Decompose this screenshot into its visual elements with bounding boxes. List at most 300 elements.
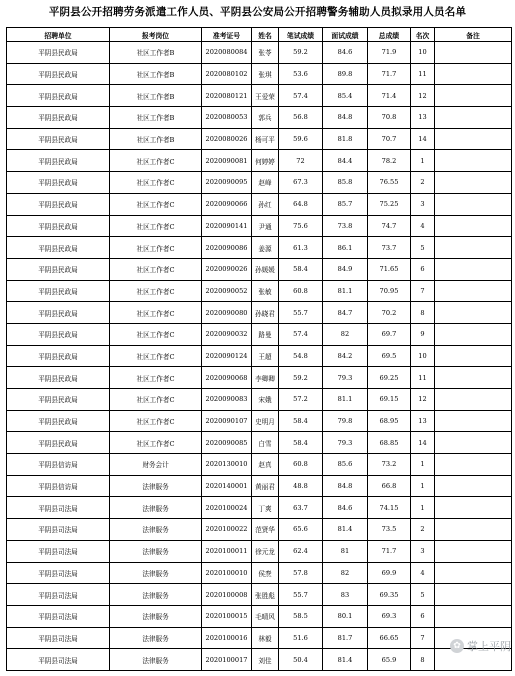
cell-rank: 7 bbox=[411, 627, 435, 649]
cell-rank: 4 bbox=[411, 562, 435, 584]
cell-exam-id: 2020100016 bbox=[202, 627, 252, 649]
cell-remarks bbox=[435, 193, 512, 215]
cell-interview-score: 84.7 bbox=[323, 302, 368, 324]
cell-unit: 平阴县司法局 bbox=[7, 540, 110, 562]
cell-interview-score: 81.4 bbox=[323, 649, 368, 671]
cell-name: 孙晓君 bbox=[252, 302, 279, 324]
cell-written-score: 57.2 bbox=[279, 389, 323, 411]
cell-exam-id: 2020090080 bbox=[202, 302, 252, 324]
cell-interview-score: 86.1 bbox=[323, 237, 368, 259]
cell-remarks bbox=[435, 107, 512, 129]
cell-position: 社区工作者C bbox=[110, 215, 202, 237]
cell-interview-score: 81.7 bbox=[323, 627, 368, 649]
cell-rank: 7 bbox=[411, 280, 435, 302]
cell-total-score: 75.25 bbox=[368, 193, 411, 215]
cell-rank: 12 bbox=[411, 389, 435, 411]
cell-total-score: 71.4 bbox=[368, 85, 411, 107]
cell-exam-id: 2020130010 bbox=[202, 454, 252, 476]
cell-exam-id: 2020090141 bbox=[202, 215, 252, 237]
cell-rank: 6 bbox=[411, 258, 435, 280]
cell-exam-id: 2020100015 bbox=[202, 605, 252, 627]
cell-remarks bbox=[435, 367, 512, 389]
cell-rank: 4 bbox=[411, 215, 435, 237]
cell-interview-score: 81.4 bbox=[323, 519, 368, 541]
cell-remarks bbox=[435, 497, 512, 519]
table-row bbox=[7, 107, 512, 129]
cell-name: 毛晴风 bbox=[252, 605, 279, 627]
cell-unit: 平阴县司法局 bbox=[7, 584, 110, 606]
table-header-row bbox=[7, 28, 512, 42]
cell-name: 尹通 bbox=[252, 215, 279, 237]
cell-unit: 平阴县司法局 bbox=[7, 497, 110, 519]
cell-total-score: 74.7 bbox=[368, 215, 411, 237]
cell-position: 社区工作者C bbox=[110, 367, 202, 389]
cell-remarks bbox=[435, 562, 512, 584]
cell-interview-score: 81.8 bbox=[323, 128, 368, 150]
cell-written-score: 51.6 bbox=[279, 627, 323, 649]
cell-rank: 9 bbox=[411, 323, 435, 345]
cell-total-score: 74.15 bbox=[368, 497, 411, 519]
cell-position: 社区工作者C bbox=[110, 410, 202, 432]
cell-position: 法律服务 bbox=[110, 605, 202, 627]
cell-position: 社区工作者C bbox=[110, 302, 202, 324]
cell-name: 宋娥 bbox=[252, 389, 279, 411]
cell-rank: 10 bbox=[411, 42, 435, 64]
cell-unit: 平阴县民政局 bbox=[7, 215, 110, 237]
cell-rank: 1 bbox=[411, 454, 435, 476]
table-row bbox=[7, 562, 512, 584]
table-row bbox=[7, 540, 512, 562]
cell-exam-id: 2020100022 bbox=[202, 519, 252, 541]
cell-interview-score: 81.1 bbox=[323, 280, 368, 302]
cell-written-score: 57.4 bbox=[279, 323, 323, 345]
cell-written-score: 53.6 bbox=[279, 63, 323, 85]
cell-rank: 2 bbox=[411, 172, 435, 194]
cell-interview-score: 84.6 bbox=[323, 42, 368, 64]
cell-position: 法律服务 bbox=[110, 540, 202, 562]
cell-written-score: 58.4 bbox=[279, 432, 323, 454]
cell-interview-score: 84.8 bbox=[323, 107, 368, 129]
table-row bbox=[7, 367, 512, 389]
cell-name: 徐元龙 bbox=[252, 540, 279, 562]
cell-position: 社区工作者C bbox=[110, 237, 202, 259]
watermark-text: 掌上平阴 bbox=[467, 640, 511, 653]
cell-written-score: 57.4 bbox=[279, 85, 323, 107]
cell-total-score: 78.2 bbox=[368, 150, 411, 172]
cell-remarks bbox=[435, 584, 512, 606]
cell-unit: 平阴县司法局 bbox=[7, 562, 110, 584]
cell-written-score: 62.4 bbox=[279, 540, 323, 562]
table-row bbox=[7, 649, 512, 671]
table-row bbox=[7, 497, 512, 519]
cell-written-score: 75.6 bbox=[279, 215, 323, 237]
cell-name: 白雪 bbox=[252, 432, 279, 454]
cell-remarks bbox=[435, 215, 512, 237]
table-row bbox=[7, 432, 512, 454]
cell-interview-score: 81.1 bbox=[323, 389, 368, 411]
cell-rank: 11 bbox=[411, 63, 435, 85]
cell-total-score: 71.7 bbox=[368, 540, 411, 562]
cell-position: 社区工作者B bbox=[110, 107, 202, 129]
cell-interview-score: 80.1 bbox=[323, 605, 368, 627]
cell-total-score: 69.9 bbox=[368, 562, 411, 584]
table-row bbox=[7, 302, 512, 324]
cell-rank: 13 bbox=[411, 410, 435, 432]
cell-position: 社区工作者C bbox=[110, 280, 202, 302]
cell-rank: 13 bbox=[411, 107, 435, 129]
table-row bbox=[7, 215, 512, 237]
cell-remarks bbox=[435, 540, 512, 562]
cell-position: 社区工作者C bbox=[110, 345, 202, 367]
cell-name: 姜源 bbox=[252, 237, 279, 259]
cell-exam-id: 2020080026 bbox=[202, 128, 252, 150]
table-row bbox=[7, 63, 512, 85]
cell-name: 范贤华 bbox=[252, 519, 279, 541]
cell-interview-score: 81 bbox=[323, 540, 368, 562]
cell-position: 社区工作者B bbox=[110, 128, 202, 150]
cell-position: 社区工作者C bbox=[110, 258, 202, 280]
header-col-name: 姓名 bbox=[252, 28, 279, 42]
table-row bbox=[7, 519, 512, 541]
cell-position: 法律服务 bbox=[110, 475, 202, 497]
cell-name: 赵真 bbox=[252, 454, 279, 476]
cell-rank: 1 bbox=[411, 150, 435, 172]
cell-interview-score: 84.9 bbox=[323, 258, 368, 280]
cell-total-score: 71.65 bbox=[368, 258, 411, 280]
cell-unit: 平阴县民政局 bbox=[7, 42, 110, 64]
cell-unit: 平阴县司法局 bbox=[7, 519, 110, 541]
cell-rank: 8 bbox=[411, 302, 435, 324]
cell-remarks bbox=[435, 63, 512, 85]
cell-name: 刘佳 bbox=[252, 649, 279, 671]
cell-position: 社区工作者C bbox=[110, 323, 202, 345]
cell-rank: 8 bbox=[411, 649, 435, 671]
cell-unit: 平阴县信访局 bbox=[7, 454, 110, 476]
header-col-interview-score: 面试成绩 bbox=[323, 28, 368, 42]
cell-remarks bbox=[435, 128, 512, 150]
cell-exam-id: 2020100010 bbox=[202, 562, 252, 584]
table-row bbox=[7, 410, 512, 432]
header-col-total-score: 总成绩 bbox=[368, 28, 411, 42]
cell-rank: 5 bbox=[411, 584, 435, 606]
cell-unit: 平阴县民政局 bbox=[7, 367, 110, 389]
cell-written-score: 59.6 bbox=[279, 128, 323, 150]
cell-unit: 平阴县司法局 bbox=[7, 627, 110, 649]
cell-interview-score: 79.3 bbox=[323, 367, 368, 389]
cell-interview-score: 85.6 bbox=[323, 454, 368, 476]
cell-rank: 5 bbox=[411, 237, 435, 259]
cell-total-score: 69.35 bbox=[368, 584, 411, 606]
cell-interview-score: 84.8 bbox=[323, 475, 368, 497]
cell-exam-id: 2020100017 bbox=[202, 649, 252, 671]
cell-written-score: 58.4 bbox=[279, 258, 323, 280]
cell-exam-id: 2020090026 bbox=[202, 258, 252, 280]
cell-written-score: 63.7 bbox=[279, 497, 323, 519]
cell-remarks bbox=[435, 302, 512, 324]
cell-interview-score: 84.2 bbox=[323, 345, 368, 367]
header-col-remarks: 备注 bbox=[435, 28, 512, 42]
cell-name: 孙媛媛 bbox=[252, 258, 279, 280]
table-row bbox=[7, 323, 512, 345]
cell-total-score: 69.7 bbox=[368, 323, 411, 345]
cell-written-score: 50.4 bbox=[279, 649, 323, 671]
cell-position: 法律服务 bbox=[110, 649, 202, 671]
cell-position: 社区工作者C bbox=[110, 193, 202, 215]
cell-written-score: 58.4 bbox=[279, 410, 323, 432]
cell-remarks bbox=[435, 345, 512, 367]
header-col-position: 报考岗位 bbox=[110, 28, 202, 42]
cell-exam-id: 2020080053 bbox=[202, 107, 252, 129]
cell-position: 社区工作者C bbox=[110, 389, 202, 411]
cell-unit: 平阴县民政局 bbox=[7, 63, 110, 85]
cell-interview-score: 85.7 bbox=[323, 193, 368, 215]
cell-exam-id: 2020080084 bbox=[202, 42, 252, 64]
cell-total-score: 76.55 bbox=[368, 172, 411, 194]
cell-rank: 14 bbox=[411, 128, 435, 150]
cell-interview-score: 85.8 bbox=[323, 172, 368, 194]
cell-unit: 平阴县民政局 bbox=[7, 345, 110, 367]
cell-remarks bbox=[435, 410, 512, 432]
cell-written-score: 56.8 bbox=[279, 107, 323, 129]
cell-interview-score: 79.3 bbox=[323, 432, 368, 454]
cell-unit: 平阴县司法局 bbox=[7, 605, 110, 627]
cell-remarks bbox=[435, 85, 512, 107]
cell-remarks bbox=[435, 172, 512, 194]
cell-exam-id: 2020140001 bbox=[202, 475, 252, 497]
cell-total-score: 71.9 bbox=[368, 42, 411, 64]
cell-rank: 6 bbox=[411, 605, 435, 627]
cell-position: 法律服务 bbox=[110, 519, 202, 541]
cell-rank: 10 bbox=[411, 345, 435, 367]
cell-interview-score: 84.4 bbox=[323, 150, 368, 172]
cell-exam-id: 2020090052 bbox=[202, 280, 252, 302]
cell-name: 张琪 bbox=[252, 63, 279, 85]
cell-written-score: 65.6 bbox=[279, 519, 323, 541]
cell-written-score: 60.8 bbox=[279, 280, 323, 302]
cell-total-score: 66.65 bbox=[368, 627, 411, 649]
cell-interview-score: 73.8 bbox=[323, 215, 368, 237]
cell-unit: 平阴县民政局 bbox=[7, 85, 110, 107]
cell-written-score: 48.8 bbox=[279, 475, 323, 497]
cell-written-score: 72 bbox=[279, 150, 323, 172]
table-row bbox=[7, 475, 512, 497]
cell-exam-id: 2020100008 bbox=[202, 584, 252, 606]
cell-rank: 1 bbox=[411, 497, 435, 519]
header-col-written-score: 笔试成绩 bbox=[279, 28, 323, 42]
cell-rank: 3 bbox=[411, 193, 435, 215]
table-row bbox=[7, 150, 512, 172]
cell-unit: 平阴县民政局 bbox=[7, 302, 110, 324]
cell-position: 法律服务 bbox=[110, 562, 202, 584]
cell-position: 社区工作者B bbox=[110, 63, 202, 85]
candidate-table bbox=[6, 27, 512, 671]
cell-written-score: 55.7 bbox=[279, 302, 323, 324]
cell-written-score: 58.5 bbox=[279, 605, 323, 627]
cell-written-score: 59.2 bbox=[279, 42, 323, 64]
page-title: 平阴县公开招聘劳务派遣工作人员、平阴县公安局公开招聘警务辅助人员拟录用人员名单 bbox=[48, 6, 467, 18]
cell-name: 张敏 bbox=[252, 280, 279, 302]
cell-exam-id: 2020090068 bbox=[202, 367, 252, 389]
cell-remarks bbox=[435, 475, 512, 497]
cell-written-score: 55.7 bbox=[279, 584, 323, 606]
wechat-account-icon: ✿ bbox=[450, 639, 464, 653]
cell-unit: 平阴县民政局 bbox=[7, 323, 110, 345]
table-row bbox=[7, 605, 512, 627]
cell-position: 社区工作者C bbox=[110, 150, 202, 172]
cell-total-score: 69.3 bbox=[368, 605, 411, 627]
cell-exam-id: 2020100011 bbox=[202, 540, 252, 562]
cell-name: 杨可平 bbox=[252, 128, 279, 150]
table-row bbox=[7, 454, 512, 476]
cell-unit: 平阴县民政局 bbox=[7, 432, 110, 454]
cell-total-score: 73.5 bbox=[368, 519, 411, 541]
cell-total-score: 73.2 bbox=[368, 454, 411, 476]
cell-total-score: 69.5 bbox=[368, 345, 411, 367]
cell-rank: 14 bbox=[411, 432, 435, 454]
cell-written-score: 57.8 bbox=[279, 562, 323, 584]
cell-unit: 平阴县民政局 bbox=[7, 389, 110, 411]
table-row bbox=[7, 128, 512, 150]
cell-rank: 1 bbox=[411, 475, 435, 497]
cell-unit: 平阴县民政局 bbox=[7, 237, 110, 259]
cell-written-score: 54.8 bbox=[279, 345, 323, 367]
cell-position: 社区工作者B bbox=[110, 42, 202, 64]
cell-position: 社区工作者C bbox=[110, 172, 202, 194]
cell-position: 法律服务 bbox=[110, 584, 202, 606]
table-row bbox=[7, 42, 512, 64]
table-row bbox=[7, 627, 512, 649]
cell-unit: 平阴县民政局 bbox=[7, 258, 110, 280]
cell-name: 张胜彪 bbox=[252, 584, 279, 606]
cell-name: 王爱荣 bbox=[252, 85, 279, 107]
cell-written-score: 67.3 bbox=[279, 172, 323, 194]
cell-name: 史明月 bbox=[252, 410, 279, 432]
cell-remarks bbox=[435, 42, 512, 64]
cell-total-score: 70.8 bbox=[368, 107, 411, 129]
cell-exam-id: 2020090081 bbox=[202, 150, 252, 172]
cell-rank: 11 bbox=[411, 367, 435, 389]
cell-interview-score: 82 bbox=[323, 562, 368, 584]
cell-interview-score: 82 bbox=[323, 323, 368, 345]
cell-remarks bbox=[435, 454, 512, 476]
cell-written-score: 64.8 bbox=[279, 193, 323, 215]
cell-rank: 12 bbox=[411, 85, 435, 107]
cell-total-score: 70.2 bbox=[368, 302, 411, 324]
cell-unit: 平阴县民政局 bbox=[7, 107, 110, 129]
cell-position: 社区工作者C bbox=[110, 432, 202, 454]
cell-total-score: 69.25 bbox=[368, 367, 411, 389]
cell-position: 法律服务 bbox=[110, 497, 202, 519]
cell-total-score: 70.7 bbox=[368, 128, 411, 150]
cell-remarks bbox=[435, 237, 512, 259]
cell-unit: 平阴县民政局 bbox=[7, 150, 110, 172]
header-col-unit: 招聘单位 bbox=[7, 28, 110, 42]
cell-exam-id: 2020090086 bbox=[202, 237, 252, 259]
cell-name: 林毅 bbox=[252, 627, 279, 649]
cell-name: 王超 bbox=[252, 345, 279, 367]
cell-name: 郭兵 bbox=[252, 107, 279, 129]
cell-total-score: 65.9 bbox=[368, 649, 411, 671]
table-row bbox=[7, 584, 512, 606]
cell-remarks bbox=[435, 389, 512, 411]
cell-position: 法律服务 bbox=[110, 627, 202, 649]
cell-exam-id: 2020090107 bbox=[202, 410, 252, 432]
table-row bbox=[7, 85, 512, 107]
cell-interview-score: 79.8 bbox=[323, 410, 368, 432]
cell-name: 何婷婷 bbox=[252, 150, 279, 172]
table-row bbox=[7, 345, 512, 367]
cell-exam-id: 2020090095 bbox=[202, 172, 252, 194]
table-row bbox=[7, 389, 512, 411]
cell-name: 丁爽 bbox=[252, 497, 279, 519]
cell-interview-score: 84.6 bbox=[323, 497, 368, 519]
cell-total-score: 68.95 bbox=[368, 410, 411, 432]
cell-name: 黄丽君 bbox=[252, 475, 279, 497]
cell-exam-id: 2020080121 bbox=[202, 85, 252, 107]
header-col-exam-id: 准考证号 bbox=[202, 28, 252, 42]
watermark bbox=[450, 638, 511, 654]
cell-name: 赵峰 bbox=[252, 172, 279, 194]
cell-unit: 平阴县民政局 bbox=[7, 172, 110, 194]
cell-total-score: 69.15 bbox=[368, 389, 411, 411]
table-row bbox=[7, 172, 512, 194]
cell-exam-id: 2020080102 bbox=[202, 63, 252, 85]
cell-exam-id: 2020090124 bbox=[202, 345, 252, 367]
cell-rank: 2 bbox=[411, 519, 435, 541]
table-row bbox=[7, 258, 512, 280]
cell-unit: 平阴县民政局 bbox=[7, 193, 110, 215]
cell-name: 张苓 bbox=[252, 42, 279, 64]
cell-rank: 3 bbox=[411, 540, 435, 562]
cell-remarks bbox=[435, 605, 512, 627]
cell-total-score: 68.85 bbox=[368, 432, 411, 454]
cell-total-score: 73.7 bbox=[368, 237, 411, 259]
cell-name: 孙红 bbox=[252, 193, 279, 215]
cell-remarks bbox=[435, 432, 512, 454]
cell-remarks bbox=[435, 323, 512, 345]
cell-name: 侯焘 bbox=[252, 562, 279, 584]
table-row bbox=[7, 280, 512, 302]
cell-exam-id: 2020090032 bbox=[202, 323, 252, 345]
table-row bbox=[7, 193, 512, 215]
cell-interview-score: 85.4 bbox=[323, 85, 368, 107]
cell-exam-id: 2020090066 bbox=[202, 193, 252, 215]
cell-interview-score: 89.8 bbox=[323, 63, 368, 85]
table-body bbox=[7, 42, 512, 671]
cell-name: 路曼 bbox=[252, 323, 279, 345]
cell-remarks bbox=[435, 258, 512, 280]
cell-name: 李卿卿 bbox=[252, 367, 279, 389]
cell-remarks bbox=[435, 150, 512, 172]
cell-exam-id: 2020090085 bbox=[202, 432, 252, 454]
cell-total-score: 70.95 bbox=[368, 280, 411, 302]
cell-unit: 平阴县司法局 bbox=[7, 649, 110, 671]
cell-total-score: 66.8 bbox=[368, 475, 411, 497]
header-col-rank: 名次 bbox=[411, 28, 435, 42]
cell-exam-id: 2020090083 bbox=[202, 389, 252, 411]
cell-unit: 平阴县民政局 bbox=[7, 128, 110, 150]
cell-unit: 平阴县信访局 bbox=[7, 475, 110, 497]
cell-written-score: 59.2 bbox=[279, 367, 323, 389]
cell-written-score: 60.8 bbox=[279, 454, 323, 476]
table-row bbox=[7, 237, 512, 259]
cell-unit: 平阴县民政局 bbox=[7, 280, 110, 302]
cell-interview-score: 83 bbox=[323, 584, 368, 606]
cell-written-score: 61.3 bbox=[279, 237, 323, 259]
cell-position: 社区工作者B bbox=[110, 85, 202, 107]
cell-remarks bbox=[435, 280, 512, 302]
cell-remarks bbox=[435, 519, 512, 541]
